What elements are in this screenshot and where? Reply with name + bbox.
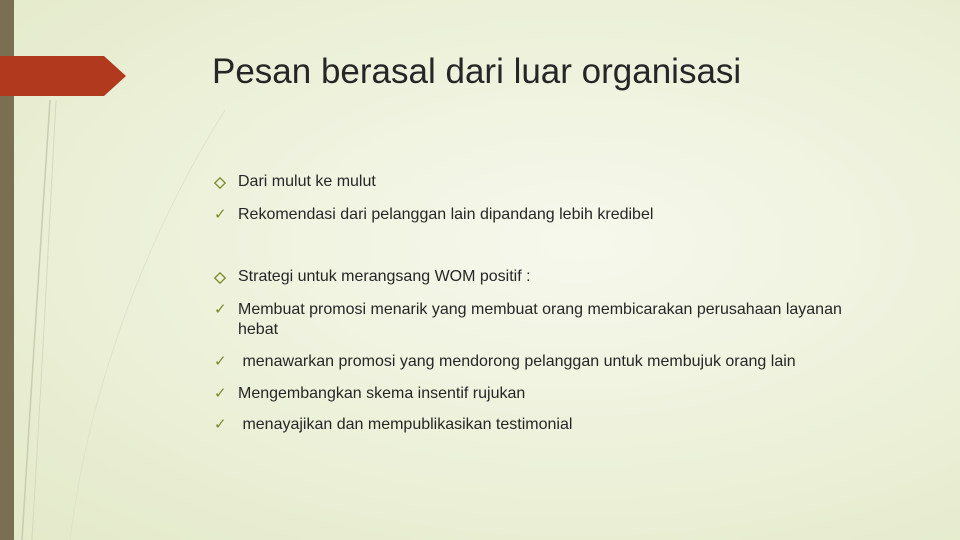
list-item-text: Membuat promosi menarik yang membuat orang membicarakan perusahaan layanan hebat — [238, 301, 847, 338]
check-icon: ✓ — [214, 301, 227, 318]
list-item-text: menawarkan promosi yang mendorong pelanggan untuk membujuk orang lain — [238, 353, 796, 370]
list-item-text: Rekomendasi dari pelanggan lain dipandang lebih kredibel — [238, 206, 654, 223]
check-icon: ✓ — [214, 385, 227, 402]
list-item — [214, 352, 796, 372]
list-item — [214, 267, 531, 287]
list-item — [214, 300, 878, 340]
list-item-text: Strategi untuk merangsang WOM positif : — [238, 268, 531, 285]
list-item — [214, 205, 653, 225]
diamond-icon — [214, 172, 238, 189]
list-item — [214, 384, 525, 404]
diamond-icon — [214, 267, 238, 284]
list-item-text: Dari mulut ke mulut — [238, 173, 376, 190]
slide-title: Pesan berasal dari luar organisasi — [212, 52, 742, 91]
list-item — [214, 172, 376, 192]
check-icon: ✓ — [214, 206, 227, 223]
list-item-text: Mengembangkan skema insentif rujukan — [238, 385, 526, 402]
list-item-text: menayajikan dan mempublikasikan testimonial — [238, 416, 573, 433]
check-icon: ✓ — [214, 416, 227, 433]
title-arrow-tab — [0, 56, 126, 96]
list-item — [214, 415, 572, 435]
check-icon: ✓ — [214, 353, 227, 370]
